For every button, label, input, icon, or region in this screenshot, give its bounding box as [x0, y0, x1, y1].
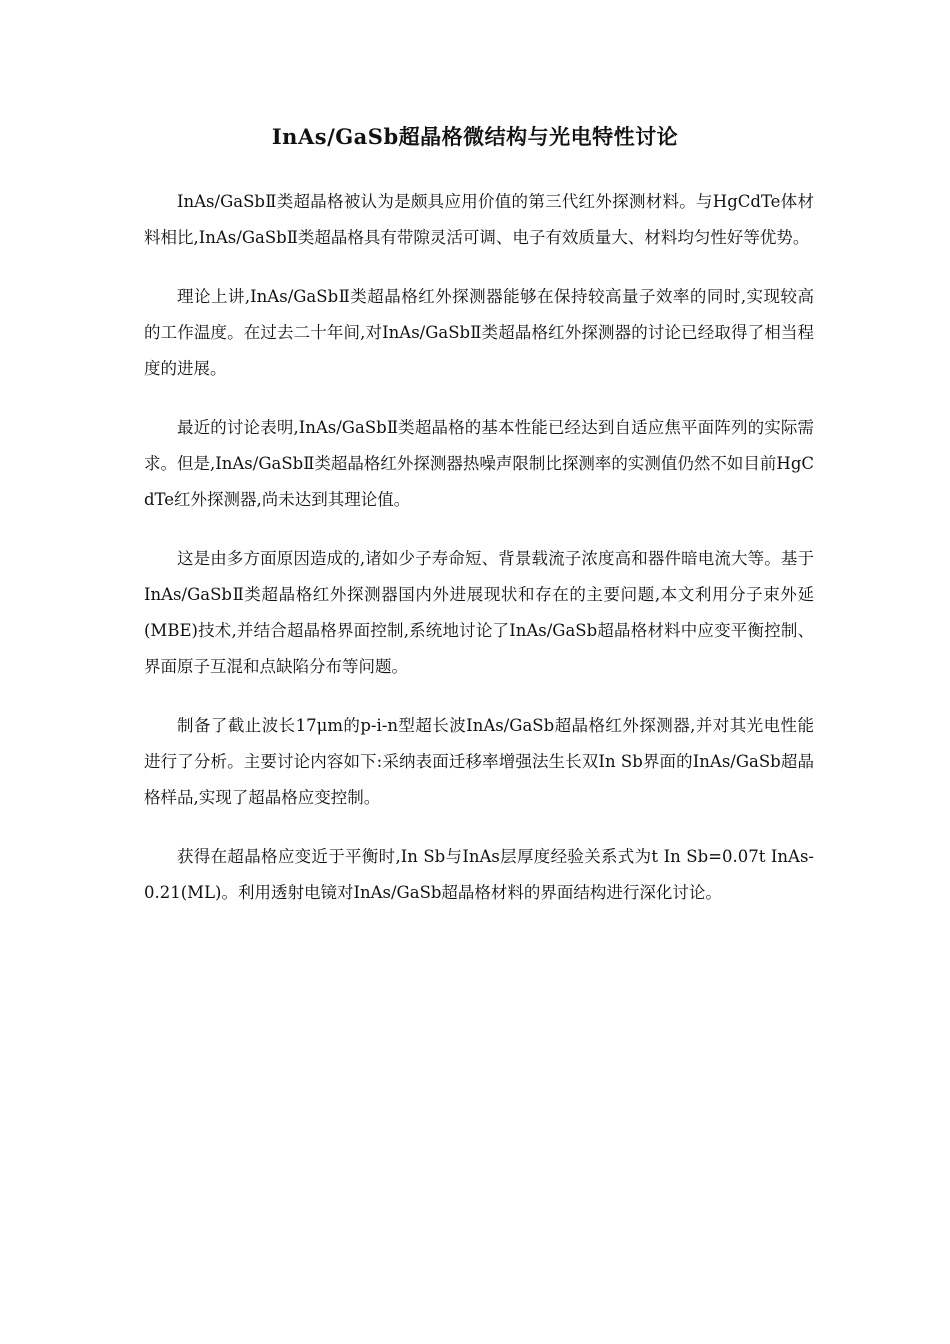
document-title: InAs/GaSb超晶格微结构与光电特性讨论 — [271, 124, 679, 149]
paragraph-3: 最近的讨论表明,InAs/GaSbⅡ类超晶格的基本性能已经达到自适应焦平面阵列的实际需求。但是,InAs/GaSbⅡ类超晶格红外探测器热噪声限制比探测率的实测值仍然不如目前HgCdTe红外探测器,尚未达到其理论值。 — [144, 418, 815, 509]
paragraph-2: 理论上讲,InAs/GaSbⅡ类超晶格红外探测器能够在保持较高量子效率的同时,实现较高的工作温度。在过去二十年间,对InAs/GaSbⅡ类超晶格红外探测器的讨论已经取得了相当程度的进展。 — [144, 287, 814, 378]
document-body — [144, 184, 814, 934]
paragraph-1: InAs/GaSbⅡ类超晶格被认为是颇具应用价值的第三代红外探测材料。与HgCdTe体材料相比,InAs/GaSbⅡ类超晶格具有带隙灵活可调、电子有效质量大、材料均匀性好等优势。 — [144, 192, 814, 247]
paragraph-5: 制备了截止波长17μm的p-i-n型超长波InAs/GaSb超晶格红外探测器,并对其光电性能进行了分析。主要讨论内容如下:采纳表面迁移率增强法生长双In Sb界面的InAs/GaSb超晶格样品,实现了超晶格应变控制。 — [144, 716, 814, 807]
paragraph-4: 这是由多方面原因造成的,诸如少子寿命短、背景载流子浓度高和器件暗电流大等。基于InAs/GaSbⅡ类超晶格红外探测器国内外进展现状和存在的主要问题,本文利用分子束外延(MBE)技术,并结合超晶格界面控制,系统地讨论了InAs/GaSb超晶格材料中应变平衡控制、界面原子互混和点缺陷分布等问题。 — [144, 549, 814, 676]
paragraph-6: 获得在超晶格应变近于平衡时,In Sb与InAs层厚度经验关系式为t In Sb=0.07t InAs-0.21(ML)。利用透射电镜对InAs/GaSb超晶格材料的界面结构进行深化讨论。 — [144, 847, 814, 902]
